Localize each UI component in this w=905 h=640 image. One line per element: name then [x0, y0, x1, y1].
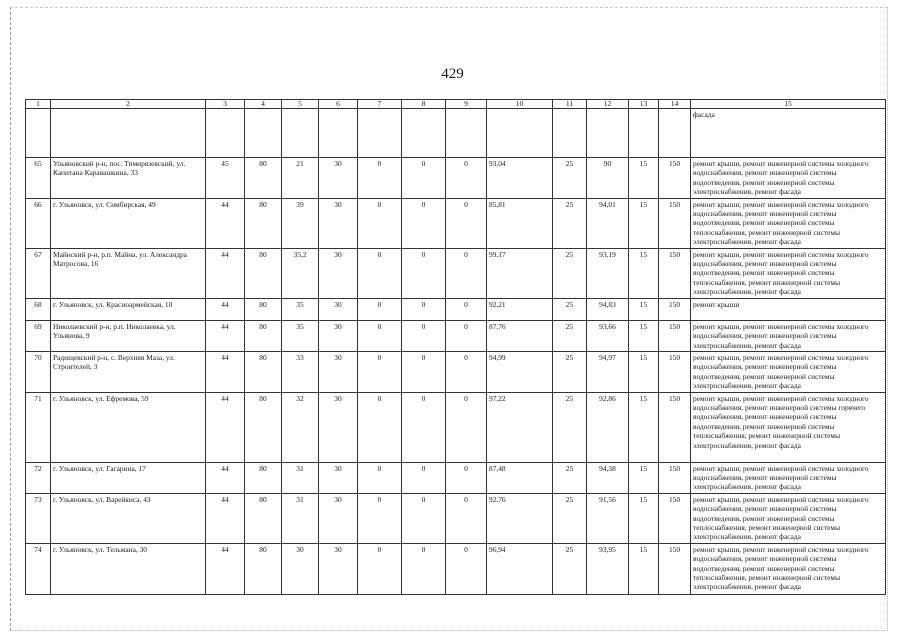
value-col-3: 44 — [206, 198, 245, 248]
table-row — [26, 392, 886, 462]
value-col-12: 93,95 — [587, 543, 629, 594]
value-col-6: 30 — [319, 351, 358, 392]
continued-row — [26, 109, 886, 158]
value-col-3: 44 — [206, 543, 245, 594]
value-col-14: 150 — [659, 248, 691, 298]
value-col-13: 15 — [629, 462, 659, 493]
value-col-3: 44 — [206, 351, 245, 392]
value-col-13: 15 — [629, 392, 659, 462]
address: Майнский р-н, р.п. Майна, ул. Александра Матросова, 16 — [51, 248, 206, 298]
value-col-12: 94,97 — [587, 351, 629, 392]
value-col-11: 25 — [553, 543, 587, 594]
value-col-5: 35 — [282, 320, 319, 351]
value-col-9: 0 — [446, 248, 487, 298]
value-col-7: 0 — [358, 198, 402, 248]
value-col-13: 15 — [629, 248, 659, 298]
value-col-3: 44 — [206, 248, 245, 298]
value-col-14: 150 — [659, 198, 691, 248]
value-col-9: 0 — [446, 320, 487, 351]
bottom-edge — [18, 630, 888, 631]
work-description: фасада — [691, 109, 886, 158]
value-col-11: 25 — [553, 248, 587, 298]
value-col-8: 0 — [402, 198, 446, 248]
value-col-11: 25 — [553, 320, 587, 351]
data-table — [25, 99, 886, 595]
row-number: 65 — [26, 158, 51, 199]
value-col-12: 93,66 — [587, 320, 629, 351]
value-col-9: 0 — [446, 198, 487, 248]
row-number: 66 — [26, 198, 51, 248]
table-row — [26, 320, 886, 351]
value-col-11: 25 — [553, 298, 587, 320]
value-col-8: 0 — [402, 320, 446, 351]
value-col-12: 94,01 — [587, 198, 629, 248]
value-col-10: 96,94 — [487, 543, 553, 594]
value-col-10: 92,76 — [487, 493, 553, 543]
value-col-3: 44 — [206, 462, 245, 493]
value-col-8: 0 — [402, 493, 446, 543]
column-header: 15 — [691, 100, 886, 109]
value-col-3: 44 — [206, 392, 245, 462]
value-col-13: 15 — [629, 493, 659, 543]
value-col-4: 80 — [245, 351, 282, 392]
value-col-7: 0 — [358, 543, 402, 594]
work-description: ремонт крыши, ремонт инженерной системы холодного водоснабжения, ремонт инженерной системы горячего водоснабжения, ремонт инженерной системы водоотведения, ремонт инженерной системы теплоснабжения, ремонт инженерной системы электроснабжения, ремонт фасада — [691, 392, 886, 462]
value-col-13: 15 — [629, 298, 659, 320]
address: Радищевский р-н, с. Верхняя Маза, ул. Строителей, 3 — [51, 351, 206, 392]
value-col-5: 32 — [282, 392, 319, 462]
address: Ульяновский р-н, пос. Тимирязевский, ул. Капитана Каравашкина, 33 — [51, 158, 206, 199]
table-row — [26, 248, 886, 298]
row-number: 72 — [26, 462, 51, 493]
work-description: ремонт крыши, ремонт инженерной системы холодного водоснабжения, ремонт инженерной системы водоотведения, ремонт инженерной системы теплоснабжения, ремонт инженерной системы электроснабжения, ремонт фасада — [691, 543, 886, 594]
column-header: 12 — [587, 100, 629, 109]
table-row — [26, 198, 886, 248]
table-row — [26, 351, 886, 392]
column-header: 9 — [446, 100, 487, 109]
row-number: 74 — [26, 543, 51, 594]
value-col-6: 30 — [319, 543, 358, 594]
value-col-8: 0 — [402, 392, 446, 462]
value-col-4: 80 — [245, 158, 282, 199]
value-col-13: 15 — [629, 351, 659, 392]
value-col-14: 150 — [659, 493, 691, 543]
value-col-12: 90 — [587, 158, 629, 199]
address: г. Ульяновск, ул. Гагарина, 17 — [51, 462, 206, 493]
value-col-14: 150 — [659, 320, 691, 351]
table-row — [26, 493, 886, 543]
value-col-7: 0 — [358, 298, 402, 320]
value-col-10: 99,17 — [487, 248, 553, 298]
value-col-9: 0 — [446, 392, 487, 462]
row-number: 69 — [26, 320, 51, 351]
work-description: ремонт крыши, ремонт инженерной системы холодного водоснабжения, ремонт инженерной системы водоотведения, ремонт инженерной системы теплоснабжения, ремонт инженерной системы электроснабжения, ремонт фасада — [691, 493, 886, 543]
column-header: 2 — [51, 100, 206, 109]
value-col-6: 30 — [319, 462, 358, 493]
column-header: 4 — [245, 100, 282, 109]
value-col-10: 85,81 — [487, 198, 553, 248]
work-description: ремонт крыши, ремонт инженерной системы холодного водоснабжения, ремонт инженерной системы водоотведения, ремонт инженерной системы электроснабжения, ремонт фасада — [691, 158, 886, 199]
value-col-4: 80 — [245, 462, 282, 493]
value-col-8: 0 — [402, 158, 446, 199]
value-col-7: 0 — [358, 158, 402, 199]
value-col-11: 25 — [553, 198, 587, 248]
value-col-10: 92,21 — [487, 298, 553, 320]
value-col-8: 0 — [402, 298, 446, 320]
value-col-9: 0 — [446, 351, 487, 392]
value-col-4: 80 — [245, 298, 282, 320]
value-col-14: 150 — [659, 351, 691, 392]
value-col-6: 30 — [319, 493, 358, 543]
column-header: 13 — [629, 100, 659, 109]
value-col-5: 31 — [282, 462, 319, 493]
table-row — [26, 462, 886, 493]
value-col-12: 93,19 — [587, 248, 629, 298]
value-col-7: 0 — [358, 351, 402, 392]
value-col-12: 94,38 — [587, 462, 629, 493]
value-col-3: 44 — [206, 298, 245, 320]
value-col-13: 15 — [629, 198, 659, 248]
row-number: 68 — [26, 298, 51, 320]
value-col-5: 31 — [282, 493, 319, 543]
value-col-11: 25 — [553, 493, 587, 543]
address: г. Ульяновск, ул. Красноармейская, 10 — [51, 298, 206, 320]
value-col-14: 150 — [659, 462, 691, 493]
table-row — [26, 158, 886, 199]
value-col-12: 94,83 — [587, 298, 629, 320]
value-col-4: 80 — [245, 320, 282, 351]
value-col-13: 15 — [629, 158, 659, 199]
value-col-10: 93,04 — [487, 158, 553, 199]
value-col-8: 0 — [402, 351, 446, 392]
value-col-8: 0 — [402, 543, 446, 594]
value-col-4: 80 — [245, 198, 282, 248]
work-description: ремонт крыши, ремонт инженерной системы холодного водоснабжения, ремонт инженерной системы водоотведения, ремонт инженерной системы электроснабжения, ремонт фасада — [691, 351, 886, 392]
value-col-6: 30 — [319, 392, 358, 462]
value-col-9: 0 — [446, 462, 487, 493]
column-header: 11 — [553, 100, 587, 109]
value-col-7: 0 — [358, 462, 402, 493]
value-col-11: 25 — [553, 351, 587, 392]
value-col-6: 30 — [319, 248, 358, 298]
value-col-10: 94,99 — [487, 351, 553, 392]
value-col-11: 25 — [553, 392, 587, 462]
address: г. Ульяновск, ул. Варейкиса, 43 — [51, 493, 206, 543]
address: г. Ульяновск, ул. Тельмана, 30 — [51, 543, 206, 594]
column-header: 8 — [402, 100, 446, 109]
value-col-13: 15 — [629, 320, 659, 351]
page-number: 429 — [441, 66, 464, 82]
value-col-9: 0 — [446, 543, 487, 594]
work-description: ремонт крыши, ремонт инженерной системы холодного водоснабжения, ремонт инженерной системы водоотведения, ремонт инженерной системы теплоснабжения, ремонт инженерной системы электроснабжения, ремонт фасада — [691, 248, 886, 298]
value-col-3: 44 — [206, 493, 245, 543]
value-col-14: 150 — [659, 543, 691, 594]
work-description: ремонт крыши, ремонт инженерной системы холодного водоснабжения, ремонт инженерной системы водоотведения, ремонт инженерной системы теплоснабжения, ремонт инженерной системы электроснабжения, ремонт фасада — [691, 198, 886, 248]
value-col-11: 25 — [553, 462, 587, 493]
header-row — [26, 100, 886, 109]
value-col-12: 92,86 — [587, 392, 629, 462]
value-col-4: 80 — [245, 493, 282, 543]
table-row — [26, 298, 886, 320]
value-col-10: 97,22 — [487, 392, 553, 462]
address: г. Ульяновск, ул. Симбирская, 49 — [51, 198, 206, 248]
value-col-6: 30 — [319, 298, 358, 320]
value-col-7: 0 — [358, 248, 402, 298]
value-col-5: 30 — [282, 543, 319, 594]
value-col-14: 150 — [659, 298, 691, 320]
value-col-14: 150 — [659, 158, 691, 199]
value-col-7: 0 — [358, 493, 402, 543]
value-col-9: 0 — [446, 158, 487, 199]
value-col-4: 80 — [245, 392, 282, 462]
value-col-10: 87,48 — [487, 462, 553, 493]
table-row — [26, 543, 886, 594]
value-col-11: 25 — [553, 158, 587, 199]
row-number: 67 — [26, 248, 51, 298]
address: Николаевский р-н, р.п. Николаевка, ул. Ульянова, 9 — [51, 320, 206, 351]
column-header: 6 — [319, 100, 358, 109]
value-col-7: 0 — [358, 392, 402, 462]
value-col-7: 0 — [358, 320, 402, 351]
work-description: ремонт крыши, ремонт инженерной системы холодного водоснабжения, ремонт инженерной системы электроснабжения, ремонт фасада — [691, 462, 886, 493]
value-col-12: 91,56 — [587, 493, 629, 543]
address: г. Ульяновск, ул. Ефремова, 59 — [51, 392, 206, 462]
row-number: 70 — [26, 351, 51, 392]
value-col-4: 80 — [245, 543, 282, 594]
value-col-10: 87,76 — [487, 320, 553, 351]
value-col-13: 15 — [629, 543, 659, 594]
value-col-14: 150 — [659, 392, 691, 462]
column-header: 7 — [358, 100, 402, 109]
value-col-5: 33 — [282, 351, 319, 392]
value-col-9: 0 — [446, 298, 487, 320]
value-col-5: 21 — [282, 158, 319, 199]
column-header: 5 — [282, 100, 319, 109]
column-header: 1 — [26, 100, 51, 109]
value-col-8: 0 — [402, 248, 446, 298]
work-description: ремонт крыши — [691, 298, 886, 320]
value-col-5: 35 — [282, 298, 319, 320]
column-header: 10 — [487, 100, 553, 109]
row-number: 71 — [26, 392, 51, 462]
column-header: 3 — [206, 100, 245, 109]
value-col-9: 0 — [446, 493, 487, 543]
work-description: ремонт крыши, ремонт инженерной системы холодного водоснабжения, ремонт инженерной системы электроснабжения, ремонт фасада — [691, 320, 886, 351]
value-col-5: 39 — [282, 198, 319, 248]
value-col-6: 30 — [319, 320, 358, 351]
value-col-6: 30 — [319, 198, 358, 248]
value-col-5: 35,2 — [282, 248, 319, 298]
value-col-3: 44 — [206, 320, 245, 351]
value-col-3: 45 — [206, 158, 245, 199]
value-col-8: 0 — [402, 462, 446, 493]
value-col-4: 80 — [245, 248, 282, 298]
value-col-6: 30 — [319, 158, 358, 199]
column-header: 14 — [659, 100, 691, 109]
row-number: 73 — [26, 493, 51, 543]
